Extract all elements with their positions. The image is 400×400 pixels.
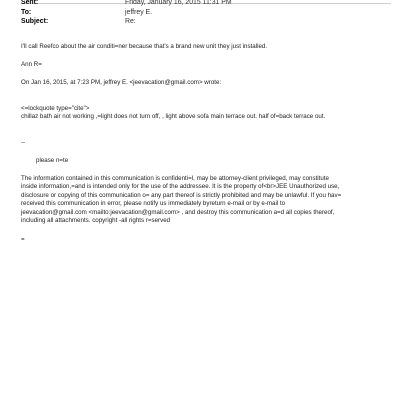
disclaimer-line-2: inside information,=and is intended only for the use of the addressee. It is the property of<br>JEE Unauthorized use, [21,183,340,190]
reply-line: I'll call Reefco about the air conditi=ner because that's a brand new unit they just installed. [21,43,268,50]
subject-label: Subject: [21,18,49,25]
disclaimer-line-6: including all attachments. copyright -all rights r=served [21,217,171,224]
disclaimer-line-5: jeevacation@gmail.com <mailto:jeevacation@gmail.com> , and destroy this communication a=d all copies thereof, [21,209,335,216]
sent-label: Sent: [21,0,39,6]
please-note: please n=te [36,157,69,164]
signature: Ann R= [21,61,42,68]
trailing-marker: = [21,236,25,243]
blockquote-tag: <=lockquote type="cite"> [21,105,90,112]
subject-value: Re: [125,18,136,25]
quote-intro: On Jan 16, 2015, at 7:23 PM, jeffrey E. <jeevacation@gmail.com> wrote: [21,79,222,86]
disclaimer-line-1: The information contained in this communication is confidenti=l, may be attorney-client privileged, may constitute [21,175,329,182]
dash-marker: -- [21,139,26,146]
disclaimer-line-3: disclosure or copying of this communication o= any part thereof is strictly prohibited and may be unlawful. If you hav= [21,192,342,199]
disclaimer-line-4: received this communication in error, please notify us immediately byreturn e-mail or by e-mail to [21,200,286,207]
subject-row [21,17,136,26]
sent-row [21,0,232,7]
to-label: To: [21,9,32,16]
to-row [21,8,152,17]
quoted-message: chillaz bath air not working ,=light does not turn off, , light above sofa main terrace out. half of=back terrace out. [21,113,326,120]
to-value: jeffrey E. [125,9,153,16]
sent-value: Friday, January 16, 2015 11:31 PM [125,0,232,6]
